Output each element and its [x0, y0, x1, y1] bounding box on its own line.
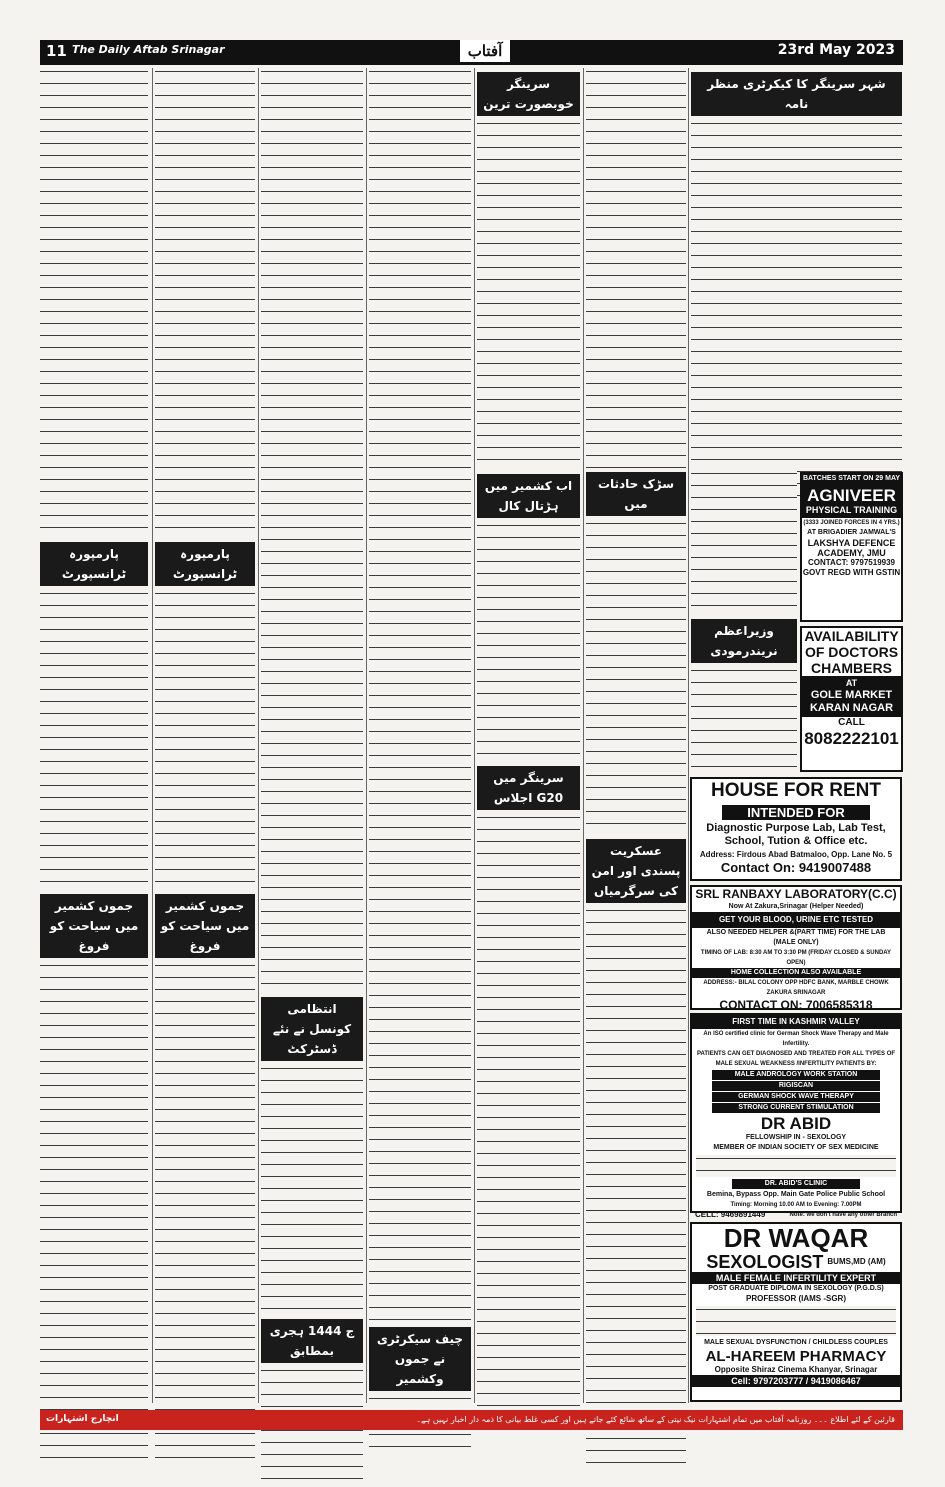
ad-pharmacy: AL-HAREEM PHARMACY [705, 1348, 887, 1365]
column-3 [261, 68, 363, 1403]
ad-address: ADDRESS:- BILAL COLONY OPP HDFC BANK, MARBLE CHOWK ZAKURA SRINAGAR [703, 980, 889, 996]
ad-title: HOUSE FOR RENT [711, 780, 881, 801]
ad-contact: CELL: 9469891449 [695, 1210, 766, 1219]
dr-abid-ad [690, 1013, 902, 1219]
ad-line: GOLE MARKET [810, 689, 893, 701]
ad-line: LAKSHYA DEFENCE [807, 538, 896, 548]
ad-bullet: STRONG CURRENT STIMULATION [712, 1103, 880, 1113]
column-1 [691, 68, 902, 468]
ad-line: (MALE ONLY) [773, 939, 819, 946]
article-text [691, 120, 902, 496]
ad-line: AT BRIGADIER JAMWAL'S [807, 529, 896, 536]
article-text [40, 962, 148, 1462]
section-heading: پارمپورہ ٹرانسپورٹ [40, 542, 148, 586]
ad-subtitle: INTENDED FOR [722, 805, 870, 820]
ad-location [802, 676, 901, 717]
article-text [586, 68, 686, 468]
ad-fine-print [696, 1306, 896, 1336]
section-heading: سرینگر خوبصورت ترین [477, 72, 580, 116]
column-2 [477, 68, 580, 1403]
section-heading: سڑک حادثات میں [586, 472, 686, 516]
ad-contact: Contact On: 9419007488 [720, 860, 872, 875]
ad-line: PATIENTS CAN GET DIAGNOSED AND TREATED FOR ALL TYPES OF MALE SEXUAL WEAKNESS /INFERTILITY PATIENTS BY: [696, 1051, 896, 1067]
ad-line: KARAN NAGAR [809, 702, 894, 714]
column-divider [474, 68, 475, 1403]
page-number: 11 [46, 42, 67, 60]
article-text [40, 68, 148, 538]
ad-doctor-name: DR WAQAR [723, 1223, 869, 1253]
column-2b [369, 68, 471, 1403]
article-text [369, 68, 471, 1323]
section-heading: چیف سیکرٹری نے جموں وکشمیر [369, 1327, 471, 1391]
column-1b [586, 68, 686, 1403]
house-for-rent-ad [690, 777, 902, 881]
agniveer-ad [800, 472, 903, 622]
ad-banner: GET YOUR BLOOD, URINE ETC TESTED [692, 912, 900, 928]
ad-line: An ISO certified clinic for German Shock Wave Therapy and Male Infertility. [703, 1031, 889, 1047]
article-text [586, 520, 686, 835]
ad-line: Now At Zakura,Srinagar (Helper Needed) [728, 903, 864, 910]
column-divider [258, 68, 259, 1403]
ad-doctor-name: DR ABID [760, 1114, 832, 1133]
ad-line: Timing: Morning 10.00 AM to Evening: 7.00PM [730, 1202, 862, 1208]
ad-title-line: PHYSICAL TRAINING [805, 505, 898, 515]
article-text [477, 522, 580, 762]
article-text [477, 120, 580, 470]
section-heading: جموں کشمیر میں سیاحت کو فروغ [40, 894, 148, 958]
ad-address: Bemina, Bypass Opp. Main Gate Police Public School [706, 1191, 886, 1198]
ad-bullet: RIGISCAN [712, 1081, 880, 1091]
dr-waqar-ad [690, 1222, 902, 1402]
column-divider [688, 68, 689, 1403]
ad-clinic: DR. ABID'S CLINIC [732, 1179, 860, 1189]
ad-banner: BATCHES START ON 29 MAY [802, 475, 901, 482]
article-text [586, 907, 686, 1467]
ad-line: ACADEMY, JMU [817, 548, 886, 558]
article-text [40, 590, 148, 890]
section-heading: اب کشمیر میں ہڑتال کال [477, 474, 580, 518]
ad-line: POST GRADUATE DIPLOMA IN SEXOLOGY (P.G.D.S) [708, 1285, 884, 1292]
ad-purpose: Diagnostic Purpose Lab, Lab Test, School, Tution & Office etc. [706, 822, 886, 847]
ad-title: SEXOLOGIST [706, 1252, 824, 1272]
section-heading: شہر سرینگر کا کیکرٹری منظر نامہ [691, 72, 902, 116]
ad-line: MALE SEXUAL DYSFUNCTION / CHILDLESS COUPLES [704, 1339, 888, 1346]
column-4b [155, 68, 255, 1403]
ad-line: TIMING OF LAB: 8:30 AM TO 3:30 PM (FRIDAY CLOSED & SUNDAY OPEN) [700, 950, 892, 966]
ad-title-row [692, 1252, 900, 1272]
ad-banner: HOME COLLECTION ALSO AVAILABLE [692, 968, 900, 978]
ad-line: (3333 JOINED FORCES IN 4 YRS.) [803, 520, 900, 526]
ad-contact: Cell: 9797203777 / 9419086467 [692, 1375, 900, 1387]
footer-notice [40, 1410, 903, 1430]
srl-ranbaxy-ad [690, 885, 902, 1010]
ad-fine-print [696, 1155, 896, 1177]
section-heading: وزیراعظم نریندرمودی [691, 619, 797, 663]
ad-title-line: AGNIVEER [807, 486, 896, 505]
ad-phone: 8082222101 [804, 729, 899, 748]
doctors-chambers-ad [800, 626, 903, 772]
article-text [261, 68, 363, 993]
article-text [691, 470, 797, 615]
section-heading: عسکریت پسندی اور امن کی سرگرمیاں [586, 839, 686, 903]
ad-line: CALL [838, 717, 865, 728]
column-divider [366, 68, 367, 1403]
ad-title: SRL RANBAXY LABORATORY(C.C) [695, 887, 897, 901]
column-divider [152, 68, 153, 1403]
paper-name: The Daily Aftab Srinagar [72, 43, 225, 56]
issue-date: 23rd May 2023 [777, 42, 895, 58]
section-heading: جموں کشمیر میں سیاحت کو فروغ [155, 894, 255, 958]
ad-degree: BUMS,MD (AM) [827, 1257, 886, 1266]
header-rule [40, 62, 903, 65]
ad-bullet: GERMAN SHOCK WAVE THERAPY [712, 1092, 880, 1102]
ad-line: MEMBER OF INDIAN SOCIETY OF SEX MEDICINE [713, 1144, 879, 1151]
ad-title [802, 484, 901, 518]
footer-text: قارئین کے لئے اطلاع ۔۔۔ روزنامہ آفتاب میں تمام اشتہارات نیک نیتی کے ساتھ شائع کئے جاتے ہیں اور کسی غلط بیانی کا ذمہ دار اخبار نہیں ہے۔ [416, 1415, 895, 1424]
footer-label: انچارج اشتہارات [46, 1414, 119, 1424]
ad-line: OF DOCTORS [804, 644, 899, 660]
article-text [155, 962, 255, 1462]
ad-title: FIRST TIME IN KASHMIR VALLEY [692, 1015, 900, 1029]
ad-contact: CONTACT: 9797519939 [807, 558, 895, 567]
ad-note: Note: we don't have any other Branch [789, 1212, 897, 1218]
section-heading: سرینگر میں G20 اجلاس [477, 766, 580, 810]
ad-contact: CONTACT ON: 7006585318 [719, 998, 873, 1012]
ad-line: AT [845, 678, 858, 688]
ad-line: ALSO NEEDED HELPER &(PART TIME) FOR THE LAB [706, 929, 886, 936]
article-text [477, 814, 580, 1434]
ad-bullet: MALE ANDROLOGY WORK STATION [712, 1070, 880, 1080]
article-text [155, 590, 255, 890]
ad-footer [692, 1210, 900, 1220]
ad-line: FELLOWSHIP IN - SEXOLOGY [745, 1134, 847, 1141]
article-text [261, 1065, 363, 1315]
masthead-logo: آفتاب [460, 40, 510, 62]
section-heading: پارمپورہ ٹرانسپورٹ [155, 542, 255, 586]
ad-line: CHAMBERS [811, 660, 892, 676]
article-text [155, 68, 255, 538]
page-header [40, 40, 903, 62]
column-4 [40, 68, 148, 1403]
column-1-lower [691, 470, 797, 775]
ad-line: AVAILABILITY [804, 628, 899, 644]
ad-address: Opposite Shiraz Cinema Khanyar, Srinagar [714, 1365, 878, 1374]
ad-line: GOVT REGD WITH GSTIN [802, 568, 901, 577]
ad-banner: MALE FEMALE INFERTILITY EXPERT [692, 1272, 900, 1284]
section-heading: ج 1444 ہجری بمطابق [261, 1319, 363, 1363]
section-heading: انتظامی کونسل نے نئے ڈسٹرکٹ [261, 997, 363, 1061]
ad-address: Address: Firdous Abad Batmaloo, Opp. Lane No. 5 [699, 850, 893, 859]
ad-line: PROFESSOR (IAMS -SGR) [745, 1294, 846, 1303]
column-divider [583, 68, 584, 1403]
